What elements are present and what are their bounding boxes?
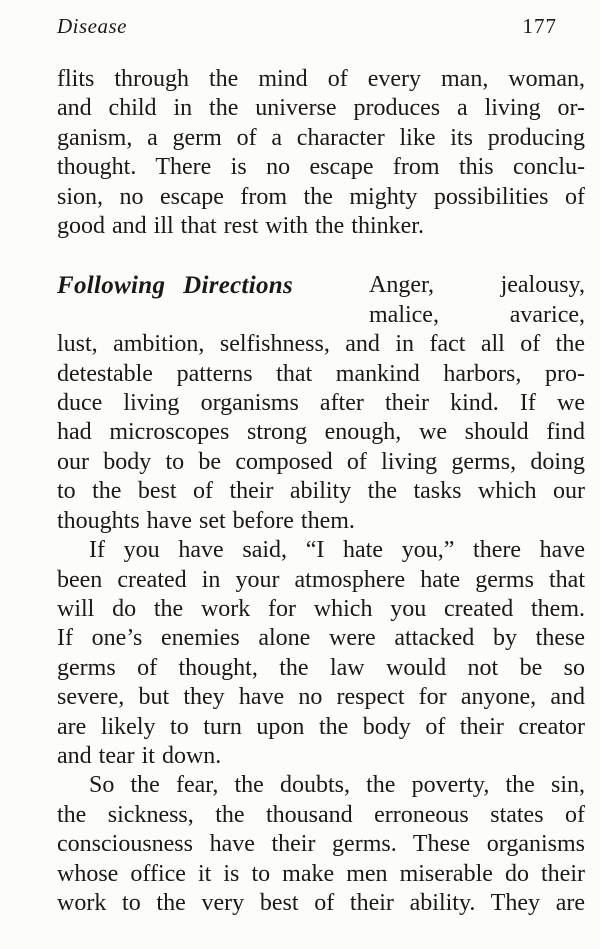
text-line: good and ill that rest with the thinker. [57, 213, 424, 240]
paragraph-hate-germs [57, 536, 585, 771]
text-line: thought. There is no escape from this conclu- [57, 154, 585, 181]
text-line: our body to be composed of living germs, doing [57, 448, 585, 475]
text-line: had microscopes strong enough, we should find [57, 419, 585, 446]
text-line: whose office it is to make men miserable do their [57, 860, 585, 887]
text-line: detestable patterns that mankind harbors, pro- [57, 360, 585, 387]
text-line: will do the work for which you created them. [57, 595, 585, 622]
text-line: the sickness, the thousand erroneous states of [57, 801, 585, 828]
text-line: work to the very best of their ability. They are [57, 889, 585, 916]
page-number: 177 [522, 14, 557, 38]
text-line: to the best of their ability the tasks which our [57, 478, 585, 505]
text-line: are likely to turn upon the body of their creator [57, 713, 585, 740]
chapter-title: Disease [57, 14, 127, 38]
text-line: severe, but they have no respect for anyone, and [57, 684, 585, 711]
text-line: and tear it down. [57, 742, 222, 769]
text-line: and child in the universe produces a living or- [57, 95, 585, 122]
text-line: flits through the mind of every man, woman, [57, 66, 585, 92]
text-line: So the fear, the doubts, the poverty, the sin, [89, 772, 585, 799]
text-line: thoughts have set before them. [57, 507, 355, 534]
text-line: If one’s enemies alone were attacked by these [57, 625, 585, 652]
running-header [57, 13, 585, 39]
section-heading: Following Directions [57, 272, 294, 300]
paragraph-continuation [57, 65, 585, 241]
text-line: malice, avarice, [369, 301, 585, 328]
text-line: germs of thought, the law would not be so [57, 654, 585, 681]
text-line: If you have said, “I hate you,” there have [89, 537, 585, 564]
text-line: consciousness have their germs. These organisms [57, 831, 585, 858]
paragraph-fear-doubts [57, 771, 585, 918]
text-line: duce living organisms after their kind. If we [57, 390, 585, 417]
section-heading-row [57, 271, 585, 330]
text-line: sion, no escape from the mighty possibilities of [57, 183, 585, 210]
text-line: ganism, a germ of a character like its producing [57, 124, 585, 151]
text-line: lust, ambition, selfishness, and in fact all of the [57, 331, 585, 358]
section-body-paragraph [57, 330, 585, 536]
section-intro-lines [369, 271, 585, 330]
text-line: been created in your atmosphere hate germs that [57, 566, 585, 593]
text-line: Anger, jealousy, [369, 272, 585, 299]
